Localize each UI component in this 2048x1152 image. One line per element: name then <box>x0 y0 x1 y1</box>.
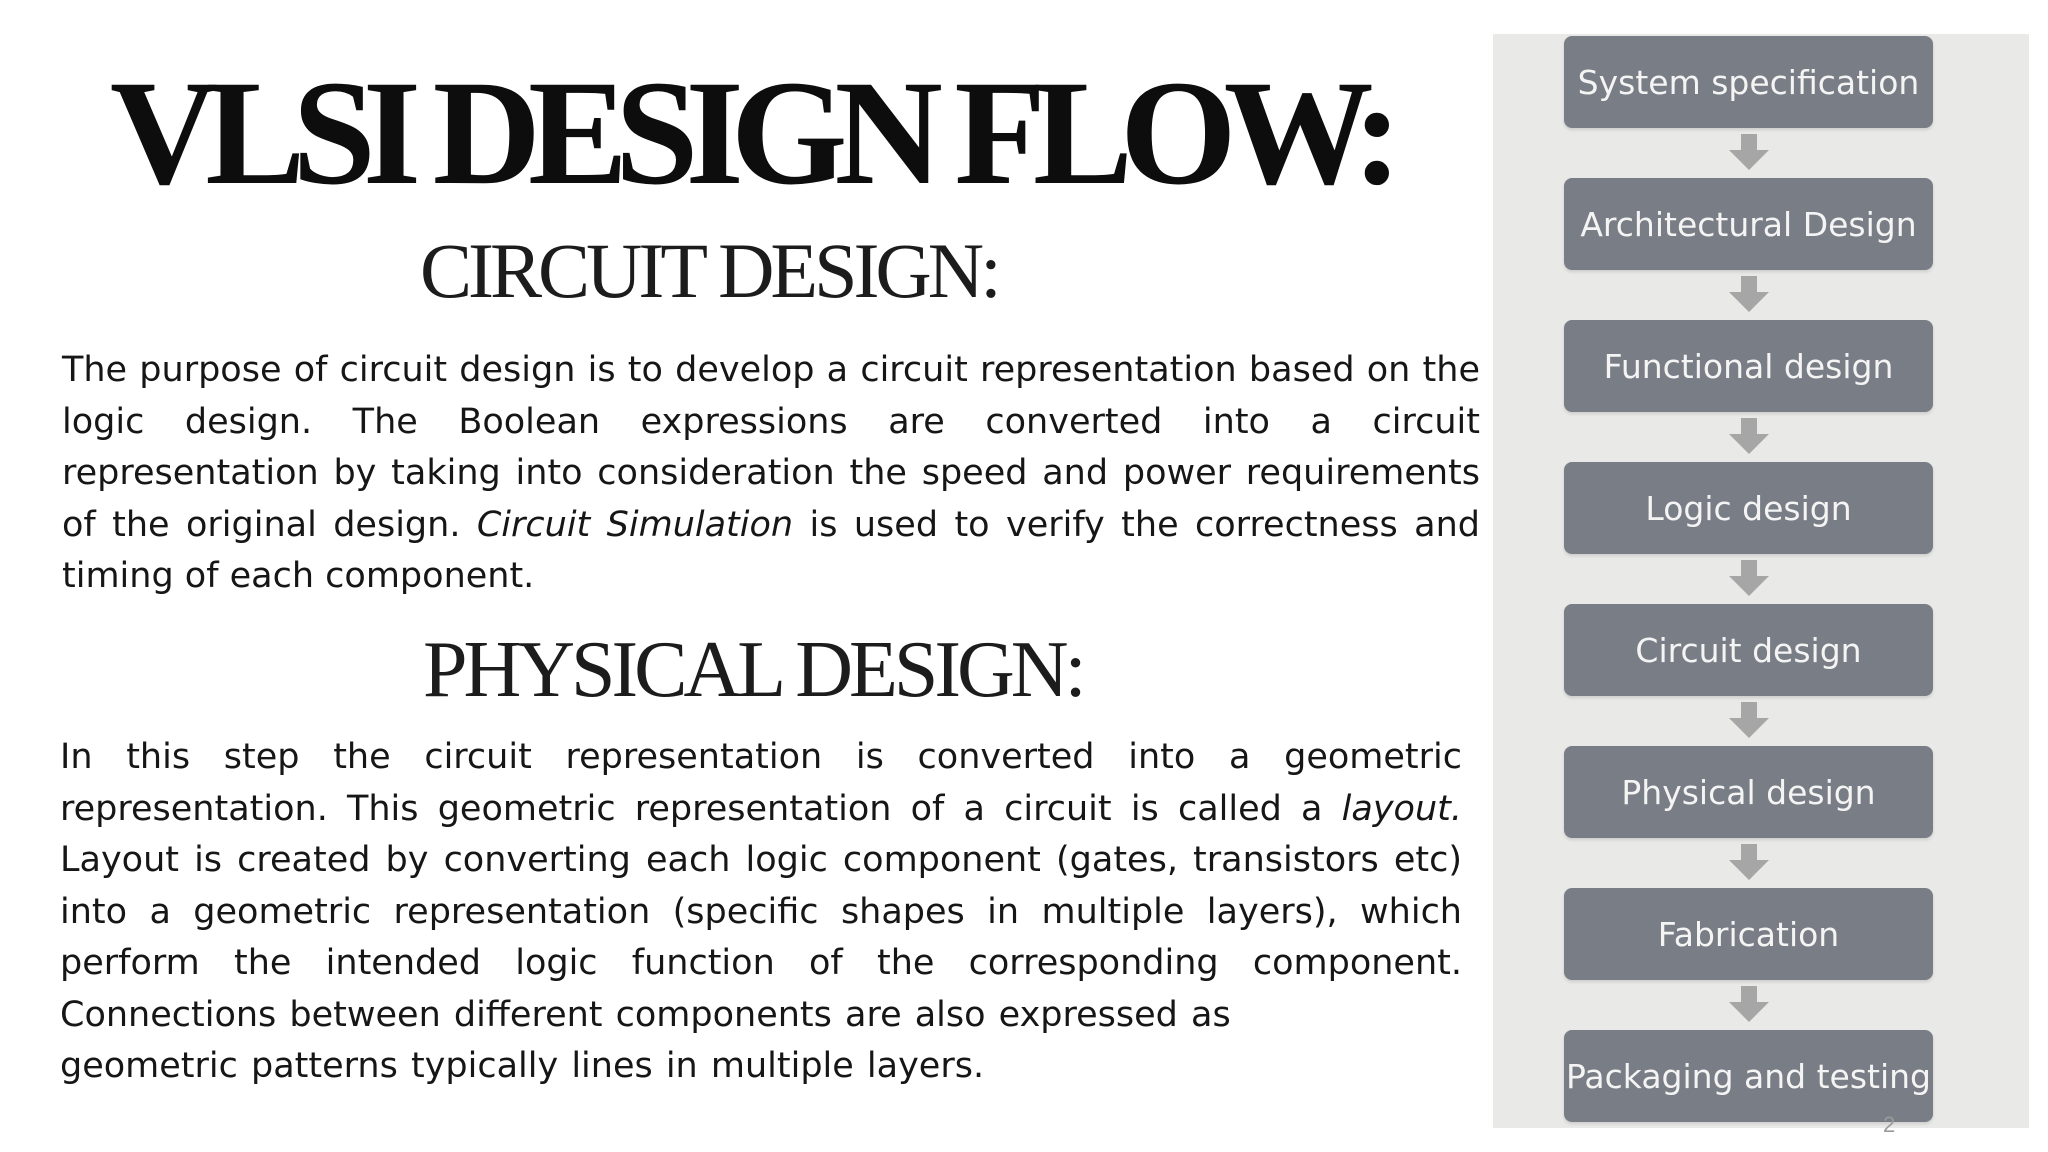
circuit-design-paragraph <box>62 345 1480 603</box>
down-arrow-icon <box>1729 986 1769 1022</box>
down-arrow-icon <box>1729 702 1769 738</box>
circuit-simulation-emphasis: Circuit Simulation <box>476 504 794 545</box>
down-arrow-icon <box>1729 844 1769 880</box>
circuit-design-heading: CIRCUIT DESIGN: <box>420 227 998 314</box>
slide-number: 2 <box>1883 1112 1896 1137</box>
physical-design-paragraph <box>60 732 1462 1093</box>
physical-design-text-part-1: In this step the circuit representation is converted into a geometric representation. This geometric representation of a circuit is called a <box>60 737 1462 829</box>
flow-step-architectural-design: Architectural Design <box>1564 178 1933 270</box>
physical-design-heading: PHYSICAL DESIGN: <box>423 626 1083 714</box>
circuit-design-text-part-1: The purpose of circuit design is to develop a circuit representation based on the logic design. The Boolean expressions are converted into a circuit representation by taking into consideration the speed and power requirements of the original design. <box>62 350 1480 545</box>
slide-title: VLSI DESIGN FLOW: <box>110 50 1390 216</box>
physical-design-text-part-2: Layout is created by converting each logic component (gates, transistors etc) into a geometric representation (specific shapes in multiple layers), which perform the intended logic function of the corresponding component. Connections between different components are also expressed as <box>60 840 1462 1035</box>
down-arrow-icon <box>1729 418 1769 454</box>
flow-step-packaging-and-testing: Packaging and testing <box>1564 1030 1933 1122</box>
down-arrow-icon <box>1729 276 1769 312</box>
physical-design-text-part-3: geometric patterns typically lines in multiple layers. <box>60 1046 985 1086</box>
flow-step-physical-design: Physical design <box>1564 746 1933 838</box>
layout-emphasis: layout. <box>1341 788 1462 829</box>
flow-step-logic-design: Logic design <box>1564 462 1933 554</box>
flow-step-system-specification: System specification <box>1564 36 1933 128</box>
circuit-design-text-part-2: is used to verify the correctness and timing of each component. <box>62 504 1480 596</box>
down-arrow-icon <box>1729 134 1769 170</box>
flow-step-fabrication: Fabrication <box>1564 888 1933 980</box>
flow-step-functional-design: Functional design <box>1564 320 1933 412</box>
down-arrow-icon <box>1729 560 1769 596</box>
flow-step-circuit-design: Circuit design <box>1564 604 1933 696</box>
design-flow-diagram <box>1493 34 2029 1128</box>
